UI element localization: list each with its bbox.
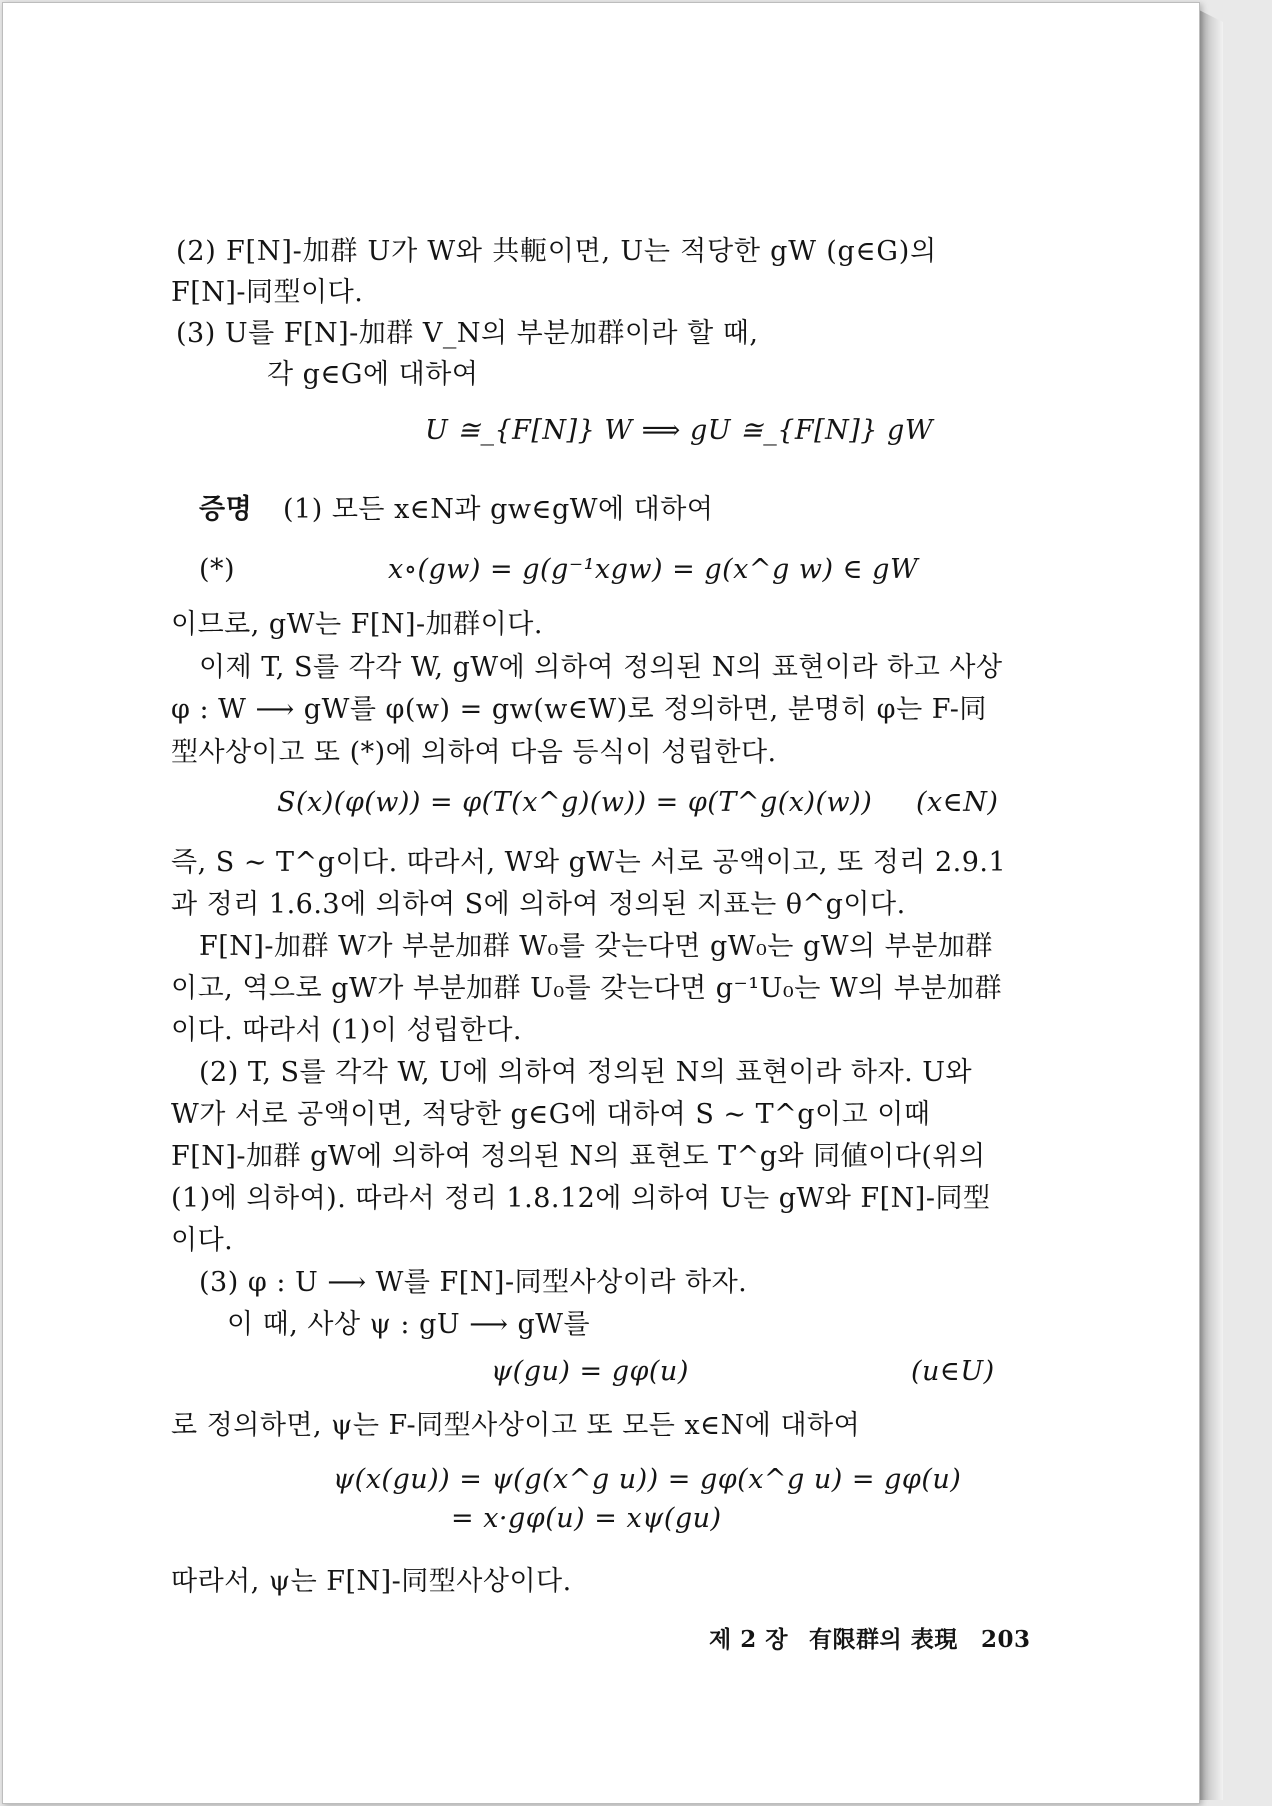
text-line: 이므로, gW는 F[N]-加群이다.	[171, 609, 543, 640]
text-line: φ : W ⟶ gW를 φ(w) = gw(w∈W)로 정의하면, 분명히 φ는 F-同	[171, 694, 987, 725]
page-number: 203	[981, 1626, 1031, 1653]
text-line: F[N]-同型이다.	[171, 277, 364, 308]
display-equation: S(x)(φ(w)) = φ(T(x^g)(w)) = φ(T^g(x)(w))	[277, 787, 873, 818]
display-equation: = x·gφ(u) = xψ(gu)	[451, 1503, 722, 1534]
text-line: W가 서로 공액이면, 적당한 g∈G에 대하여 S ∼ T^g이고 이때	[171, 1099, 931, 1130]
text-line: 로 정의하면, ψ는 F-同型사상이고 또 모든 x∈N에 대하여	[171, 1410, 861, 1441]
text-line: F[N]-加群 gW에 의하여 정의된 N의 표현도 T^g와 同値이다(위의	[171, 1141, 986, 1172]
display-equation: ψ(x(gu)) = ψ(g(x^g u)) = gφ(x^g u) = gφ(u)	[333, 1464, 962, 1495]
text-line: (3) φ : U ⟶ W를 F[N]-同型사상이라 하자.	[199, 1267, 748, 1298]
equation-condition: (x∈N)	[916, 787, 999, 818]
text-line: 이고, 역으로 gW가 부분加群 U₀를 갖는다면 g⁻¹U₀는 W의 부분加群	[171, 973, 1002, 1004]
text-line: (2) F[N]-加群 U가 W와 共軛이면, U는 적당한 gW (g∈G)의	[176, 236, 937, 267]
display-equation: ψ(gu) = gφ(u)	[491, 1356, 689, 1387]
footer-title: 有限群의 表現	[809, 1626, 958, 1653]
text-line: 과 정리 1.6.3에 의하여 S에 의하여 정의된 지표는 θ^g이다.	[171, 889, 906, 920]
text-line: 즉, S ∼ T^g이다. 따라서, W와 gW는 서로 공액이고, 또 정리 2.9.1	[171, 847, 1007, 878]
page-edge	[1199, 10, 1223, 1800]
footer-chapter: 제 2 장	[709, 1626, 788, 1653]
proof-heading: 증명	[199, 494, 253, 525]
text-line: 각 g∈G에 대하여	[267, 359, 479, 390]
text-line: F[N]-加群 W가 부분加群 W₀를 갖는다면 gW₀는 gW의 부분加群	[199, 931, 993, 962]
display-equation: U ≅_{F[N]} W ⟹ gU ≅_{F[N]} gW	[425, 415, 934, 446]
text-line: (1)에 의하여). 따라서 정리 1.8.12에 의하여 U는 gW와 F[N]-同型	[171, 1183, 991, 1214]
text-line: 따라서, ψ는 F[N]-同型사상이다.	[171, 1566, 572, 1597]
equation-condition: (u∈U)	[911, 1356, 995, 1387]
text-line: (3) U를 F[N]-加群 V_N의 부분加群이라 할 때,	[176, 318, 759, 349]
text-line: (1) 모든 x∈N과 gw∈gW에 대하여	[283, 494, 714, 525]
text-line: (2) T, S를 각각 W, U에 의하여 정의된 N의 표현이라 하자. U와	[199, 1057, 973, 1088]
equation-tag: (*)	[199, 554, 236, 585]
display-equation: x∘(gw) = g(g⁻¹xgw) = g(x^g w) ∈ gW	[388, 554, 919, 585]
text-line: 이다. 따라서 (1)이 성립한다.	[171, 1015, 522, 1046]
text-line: 이다.	[171, 1225, 234, 1256]
text-line: 이제 T, S를 각각 W, gW에 의하여 정의된 N의 표현이라 하고 사상	[199, 652, 1003, 683]
text-line: 型사상이고 또 (*)에 의하여 다음 등식이 성립한다.	[171, 737, 777, 768]
document-page	[2, 2, 1200, 1804]
text-line: 이 때, 사상 ψ : gU ⟶ gW를	[227, 1309, 591, 1340]
